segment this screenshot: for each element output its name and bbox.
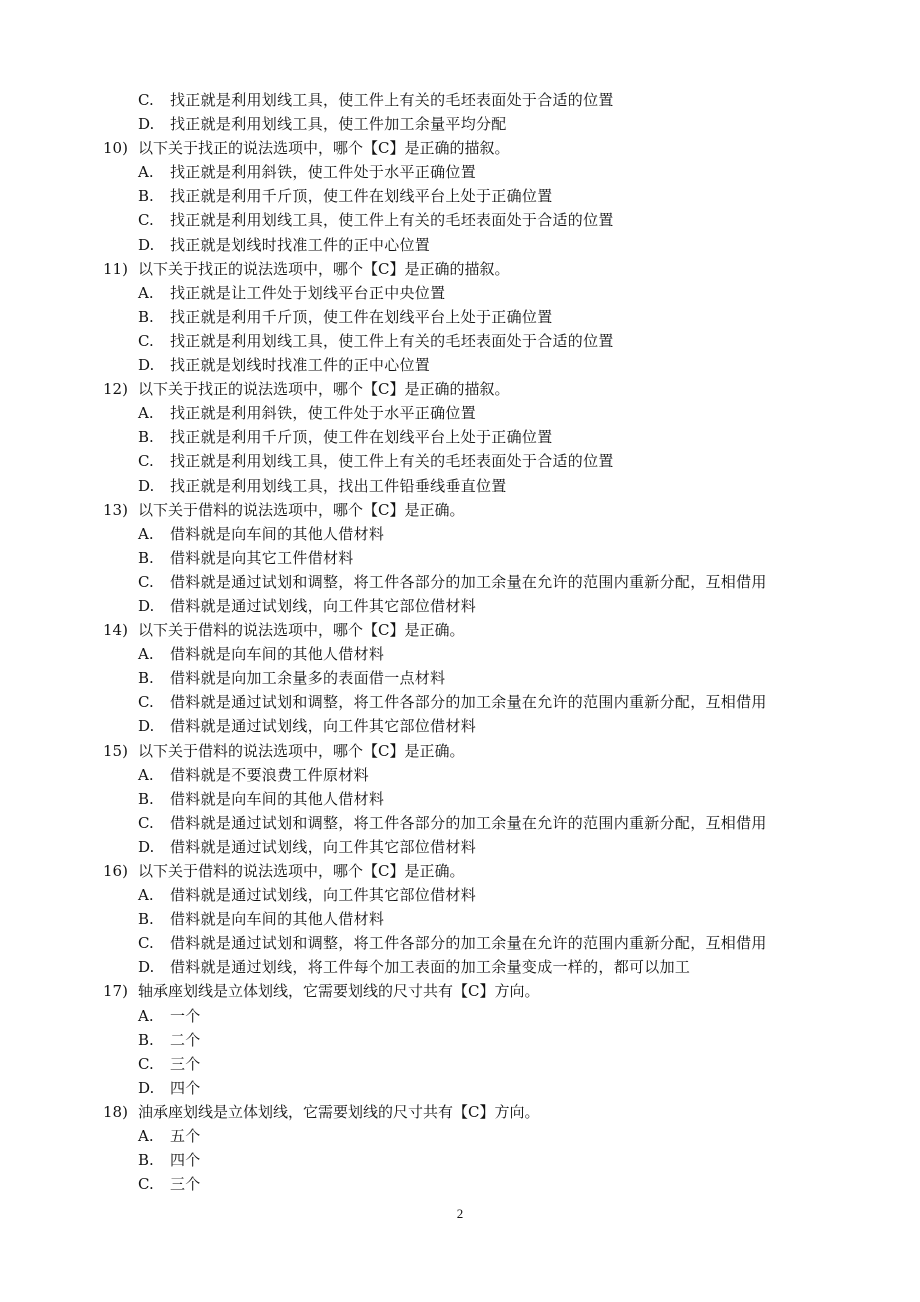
option-text: 找正就是让工件处于划线平台正中央位置 [170, 283, 446, 302]
option-letter: B. [138, 187, 154, 206]
option-letter: A. [138, 645, 154, 664]
option-line [103, 329, 823, 353]
option-letter: A. [138, 524, 154, 543]
option-line [103, 1028, 823, 1052]
option-text: 三个 [170, 1175, 201, 1194]
question-line [103, 377, 823, 401]
option-line [103, 835, 823, 859]
option-text: 找正就是利用划线工具，使工件上有关的毛坯表面处于合适的位置 [170, 452, 614, 471]
question-number: 18) [103, 1102, 128, 1121]
option-letter: B. [138, 910, 154, 929]
option-letter: A. [138, 283, 154, 302]
option-letter: C. [138, 331, 154, 350]
option-line [103, 1004, 823, 1028]
option-letter: C. [138, 813, 154, 832]
option-text: 找正就是利用斜铁，使工件处于水平正确位置 [170, 163, 477, 182]
option-line [103, 305, 823, 329]
option-letter: D. [138, 837, 155, 856]
option-line [103, 208, 823, 232]
question-text: 油承座划线是立体划线，它需要划线的尺寸共有【C】方向。 [138, 1102, 540, 1121]
option-text: 借料就是向加工余量多的表面借一点材料 [170, 669, 446, 688]
option-letter: B. [138, 1151, 154, 1170]
option-text: 借料就是不要浪费工件原材料 [170, 765, 369, 784]
option-text: 找正就是利用划线工具，使工件上有关的毛坯表面处于合适的位置 [170, 211, 614, 230]
option-text: 二个 [170, 1030, 201, 1049]
option-text: 借料就是向车间的其他人借材料 [170, 524, 385, 543]
option-line [103, 787, 823, 811]
option-letter: B. [138, 307, 154, 326]
option-letter: B. [138, 548, 154, 567]
option-line [103, 474, 823, 498]
option-letter: D. [138, 717, 155, 736]
option-letter: B. [138, 669, 154, 688]
option-line [103, 1172, 823, 1196]
option-line [103, 546, 823, 570]
question-line [103, 498, 823, 522]
question-text: 以下关于借料的说法选项中，哪个【C】是正确。 [138, 862, 465, 880]
question-line [103, 257, 823, 281]
page-number: 2 [456, 1206, 464, 1221]
question-number: 17) [103, 982, 128, 1001]
option-text: 借料就是通过试划和调整，将工件各部分的加工余量在允许的范围内重新分配，互相借用 [170, 572, 767, 591]
option-text: 借料就是通过试划和调整，将工件各部分的加工余量在允许的范围内重新分配，互相借用 [170, 813, 767, 832]
option-line [103, 184, 823, 208]
question-line [103, 136, 823, 160]
option-text: 借料就是通过试划和调整，将工件各部分的加工余量在允许的范围内重新分配，互相借用 [170, 693, 767, 712]
option-line [103, 88, 823, 112]
option-letter: A. [138, 1006, 154, 1025]
option-line [103, 931, 823, 955]
option-text: 借料就是向车间的其他人借材料 [170, 789, 385, 808]
question-list [103, 88, 823, 1196]
question-text: 轴承座划线是立体划线，它需要划线的尺寸共有【C】方向。 [138, 982, 540, 1001]
option-line [103, 594, 823, 618]
option-text: 一个 [170, 1006, 201, 1025]
option-text: 找正就是利用划线工具，找出工件铅垂线垂直位置 [170, 476, 507, 495]
option-letter: B. [138, 1030, 154, 1049]
option-letter: D. [138, 476, 155, 495]
option-letter: D. [138, 958, 155, 977]
option-text: 五个 [170, 1127, 201, 1146]
option-text: 找正就是利用划线工具，使工件加工余量平均分配 [170, 115, 507, 134]
question-text: 以下关于找正的说法选项中，哪个【C】是正确的描叙。 [138, 380, 510, 399]
option-line [103, 1148, 823, 1172]
option-text: 借料就是通过划线，将工件每个加工表面的加工余量变成一样的，都可以加工 [170, 958, 691, 977]
option-text: 找正就是利用划线工具，使工件上有关的毛坯表面处于合适的位置 [170, 331, 614, 350]
option-text: 找正就是利用划线工具，使工件上有关的毛坯表面处于合适的位置 [170, 91, 614, 109]
option-letter: A. [138, 765, 154, 784]
option-letter: C. [138, 211, 154, 230]
option-line [103, 690, 823, 714]
option-line [103, 642, 823, 666]
question-number: 15) [103, 741, 128, 760]
question-text: 以下关于找正的说法选项中，哪个【C】是正确的描叙。 [138, 259, 510, 278]
option-line [103, 160, 823, 184]
option-line [103, 883, 823, 907]
option-text: 借料就是通过试划线，向工件其它部位借材料 [170, 596, 477, 615]
option-text: 四个 [170, 1151, 201, 1170]
option-letter: B. [138, 789, 154, 808]
option-letter: C. [138, 693, 154, 712]
option-letter: C. [138, 1054, 154, 1073]
option-line [103, 570, 823, 594]
option-text: 四个 [170, 1078, 201, 1097]
option-letter: D. [138, 596, 155, 615]
option-line [103, 449, 823, 473]
question-text: 以下关于借料的说法选项中，哪个【C】是正确。 [138, 741, 465, 760]
option-text: 借料就是向其它工件借材料 [170, 548, 354, 567]
option-line [103, 1052, 823, 1076]
option-line [103, 1124, 823, 1148]
option-letter: C. [138, 572, 154, 591]
option-text: 找正就是划线时找准工件的正中心位置 [170, 356, 431, 375]
option-letter: A. [138, 1127, 154, 1146]
option-text: 借料就是通过试划线，向工件其它部位借材料 [170, 717, 477, 736]
question-number: 13) [103, 500, 128, 519]
option-letter: C. [138, 934, 154, 953]
option-text: 找正就是利用斜铁，使工件处于水平正确位置 [170, 404, 477, 423]
option-letter: A. [138, 886, 154, 905]
option-line [103, 353, 823, 377]
option-line [103, 666, 823, 690]
option-text: 找正就是划线时找准工件的正中心位置 [170, 235, 431, 254]
option-text: 借料就是通过试划线，向工件其它部位借材料 [170, 837, 477, 856]
question-number: 16) [103, 862, 128, 880]
question-number: 12) [103, 380, 128, 399]
option-text: 找正就是利用千斤顶，使工件在划线平台上处于正确位置 [170, 428, 553, 447]
question-line [103, 979, 823, 1003]
question-text: 以下关于借料的说法选项中，哪个【C】是正确。 [138, 500, 465, 519]
option-line [103, 112, 823, 136]
option-line [103, 955, 823, 979]
option-line [103, 522, 823, 546]
option-line [103, 401, 823, 425]
option-letter: B. [138, 428, 154, 447]
option-line [103, 714, 823, 738]
option-text: 找正就是利用千斤顶，使工件在划线平台上处于正确位置 [170, 307, 553, 326]
option-line [103, 811, 823, 835]
option-letter: C. [138, 1175, 154, 1194]
option-text: 借料就是向车间的其他人借材料 [170, 645, 385, 664]
option-line [103, 1076, 823, 1100]
option-line [103, 233, 823, 257]
option-text: 借料就是通过试划和调整，将工件各部分的加工余量在允许的范围内重新分配，互相借用 [170, 934, 767, 953]
question-number: 10) [103, 139, 128, 158]
option-line [103, 763, 823, 787]
question-line [103, 618, 823, 642]
option-letter: D. [138, 1078, 155, 1097]
option-text: 借料就是通过试划线，向工件其它部位借材料 [170, 886, 477, 905]
option-text: 找正就是利用千斤顶，使工件在划线平台上处于正确位置 [170, 187, 553, 206]
option-letter: C. [138, 452, 154, 471]
question-line [103, 739, 823, 763]
question-number: 11) [103, 259, 128, 278]
option-letter: A. [138, 163, 154, 182]
question-text: 以下关于找正的说法选项中，哪个【C】是正确的描叙。 [138, 139, 510, 158]
option-letter: D. [138, 235, 155, 254]
option-line [103, 425, 823, 449]
question-number: 14) [103, 621, 128, 640]
option-letter: D. [138, 115, 155, 134]
question-line [103, 1100, 823, 1124]
option-letter: A. [138, 404, 154, 423]
option-text: 三个 [170, 1054, 201, 1073]
question-text: 以下关于借料的说法选项中，哪个【C】是正确。 [138, 621, 465, 640]
option-text: 借料就是向车间的其他人借材料 [170, 910, 385, 929]
option-letter: C. [138, 91, 154, 109]
option-line [103, 907, 823, 931]
question-line [103, 859, 823, 883]
option-letter: D. [138, 356, 155, 375]
option-line [103, 281, 823, 305]
